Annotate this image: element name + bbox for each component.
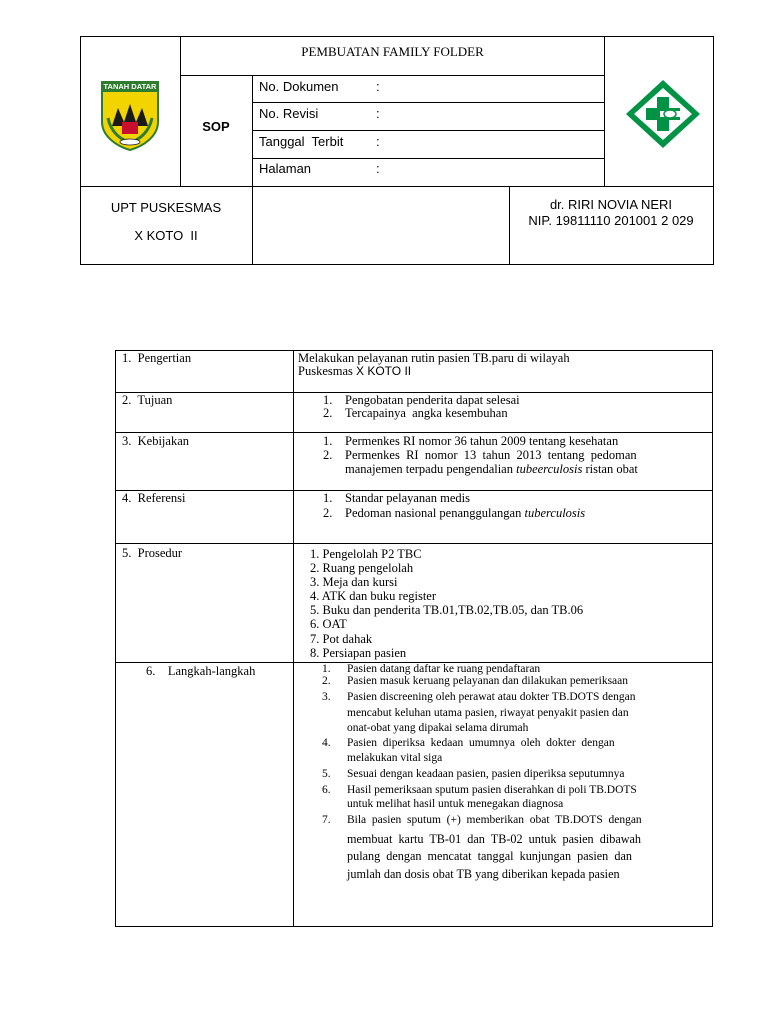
- list-item: Pasien discreening oleh perawat atau dokter TB.DOTS dengan: [347, 691, 636, 703]
- list-item-num: 2.: [323, 448, 333, 462]
- text-part: ristan obat: [582, 462, 638, 476]
- field-label-no-dokumen: No. Dokumen: [259, 79, 339, 94]
- list-item: 3. Meja dan kursi: [310, 575, 398, 590]
- field-label-no-revisi: No. Revisi: [259, 106, 319, 121]
- list-item: Pasien diperiksa kedaan umumnya oleh dokter dengan: [347, 737, 615, 749]
- section-label-prosedur: 5. Prosedur: [122, 546, 183, 560]
- list-item-num: 6.: [322, 784, 331, 796]
- list-item-num: 2.: [323, 506, 333, 520]
- section-label-kebijakan: 3. Kebijakan: [122, 434, 189, 448]
- field-colon: :: [376, 134, 380, 149]
- document-title: PEMBUATAN FAMILY FOLDER: [301, 44, 484, 59]
- prosedur-list: [310, 547, 583, 660]
- list-item-num: 2.: [323, 406, 333, 420]
- list-item: Standar pelayanan medis: [345, 491, 470, 505]
- list-item: 8. Persiapan pasien: [310, 645, 407, 660]
- list-item: Bila pasien sputum (+) memberikan obat TB.DOTS dengan: [347, 814, 642, 826]
- pengertian-text-part: Puskesmas: [298, 364, 356, 378]
- text-italic: tubeerculosis: [516, 462, 583, 476]
- list-item: 2. Ruang pengelolah: [310, 561, 414, 576]
- field-label-tanggal-terbit: Tanggal Terbit: [259, 134, 344, 149]
- list-item-continuation: mencabut keluhan utama pasien, riwayat penyakit pasien dan: [347, 707, 629, 719]
- text-italic: tuberculosis: [524, 506, 586, 520]
- list-item-num: 7.: [322, 814, 331, 826]
- org-name: UPT PUSKESMAS: [110, 200, 222, 215]
- list-item-num: 2.: [322, 675, 331, 687]
- signer-name: dr. RIRI NOVIA NERI: [549, 197, 673, 212]
- puskesmas-cross-icon: [626, 80, 700, 148]
- field-label-halaman: Halaman: [259, 161, 312, 176]
- list-item-continuation: [345, 462, 638, 477]
- field-colon: :: [376, 106, 380, 121]
- tanah-datar-logo: [98, 78, 162, 152]
- list-item-continuation: onat-obat yang dipakai selama dirumah: [347, 722, 529, 734]
- pengertian-text-line2: [298, 364, 411, 379]
- field-colon: :: [376, 161, 380, 176]
- list-item-continuation: pulang dengan mencatat tanggal kunjungan pasien dan: [347, 849, 632, 863]
- pengertian-text-line1: Melakukan pelayanan rutin pasien TB.paru di wilayah: [298, 351, 570, 365]
- list-item: Pasien masuk keruang pelayanan dan dilakukan pemeriksaan: [347, 675, 629, 687]
- org-subname: X KOTO II: [134, 228, 198, 243]
- pengertian-location: X KOTO II: [356, 364, 412, 378]
- list-item: Sesuai dengan keadaan pasien, pasien diperiksa seputumnya: [347, 768, 625, 780]
- list-item: 5. Buku dan penderita TB.01,TB.02,TB.05, dan TB.06: [310, 603, 584, 618]
- field-colon: :: [376, 79, 380, 94]
- list-item-num: 1.: [322, 663, 331, 675]
- section-label-langkah: 6. Langkah-langkah: [146, 664, 256, 678]
- list-item: Pasien datang daftar ke ruang pendaftaran: [347, 663, 541, 675]
- list-item: Permenkes RI nomor 36 tahun 2009 tentang kesehatan: [345, 434, 619, 448]
- text-part: manajemen terpadu pengendalian: [345, 462, 517, 476]
- list-item: 4. ATK dan buku register: [310, 589, 437, 604]
- list-item: Hasil pemeriksaan sputum pasien diserahkan di poli TB.DOTS: [347, 784, 637, 796]
- list-item-num: 5.: [322, 768, 331, 780]
- list-item: Pengobatan penderita dapat selesai: [345, 393, 520, 407]
- list-item-continuation: melakukan vital siga: [347, 752, 443, 764]
- section-label-tujuan: 2. Tujuan: [122, 393, 173, 407]
- section-label-pengertian: 1. Pengertian: [122, 351, 192, 365]
- list-item-num: 1.: [323, 393, 333, 407]
- list-item-continuation: jumlah dan dosis obat TB yang diberikan kepada pasien: [347, 867, 620, 881]
- signer-nip: NIP. 19811110 201001 2 029: [528, 213, 694, 228]
- list-item: Tercapainya angka kesembuhan: [345, 406, 508, 420]
- section-label-referensi: 4. Referensi: [122, 491, 186, 505]
- list-item: [345, 506, 585, 521]
- text-part: Pedoman nasional penanggulangan: [345, 506, 525, 520]
- list-item-continuation: membuat kartu TB-01 dan TB-02 untuk pasien dibawah: [347, 832, 642, 846]
- puskesmas-logo: [622, 76, 704, 152]
- list-item-num: 3.: [322, 691, 331, 703]
- list-item-num: 1.: [323, 434, 333, 448]
- list-item: 6. OAT: [310, 617, 347, 632]
- logo-banner-text: TANAH DATAR: [103, 82, 157, 91]
- list-item-num: 1.: [323, 491, 333, 505]
- sop-label: SOP: [202, 119, 230, 134]
- list-item: 7. Pot dahak: [310, 631, 373, 646]
- list-item: 1. Pengelolah P2 TBC: [310, 547, 422, 561]
- list-item-num: 4.: [322, 737, 331, 749]
- list-item: Permenkes RI nomor 13 tahun 2013 tentang pedoman: [345, 448, 637, 462]
- list-item-continuation: untuk melihat hasil untuk menegakan diagnosa: [347, 798, 564, 810]
